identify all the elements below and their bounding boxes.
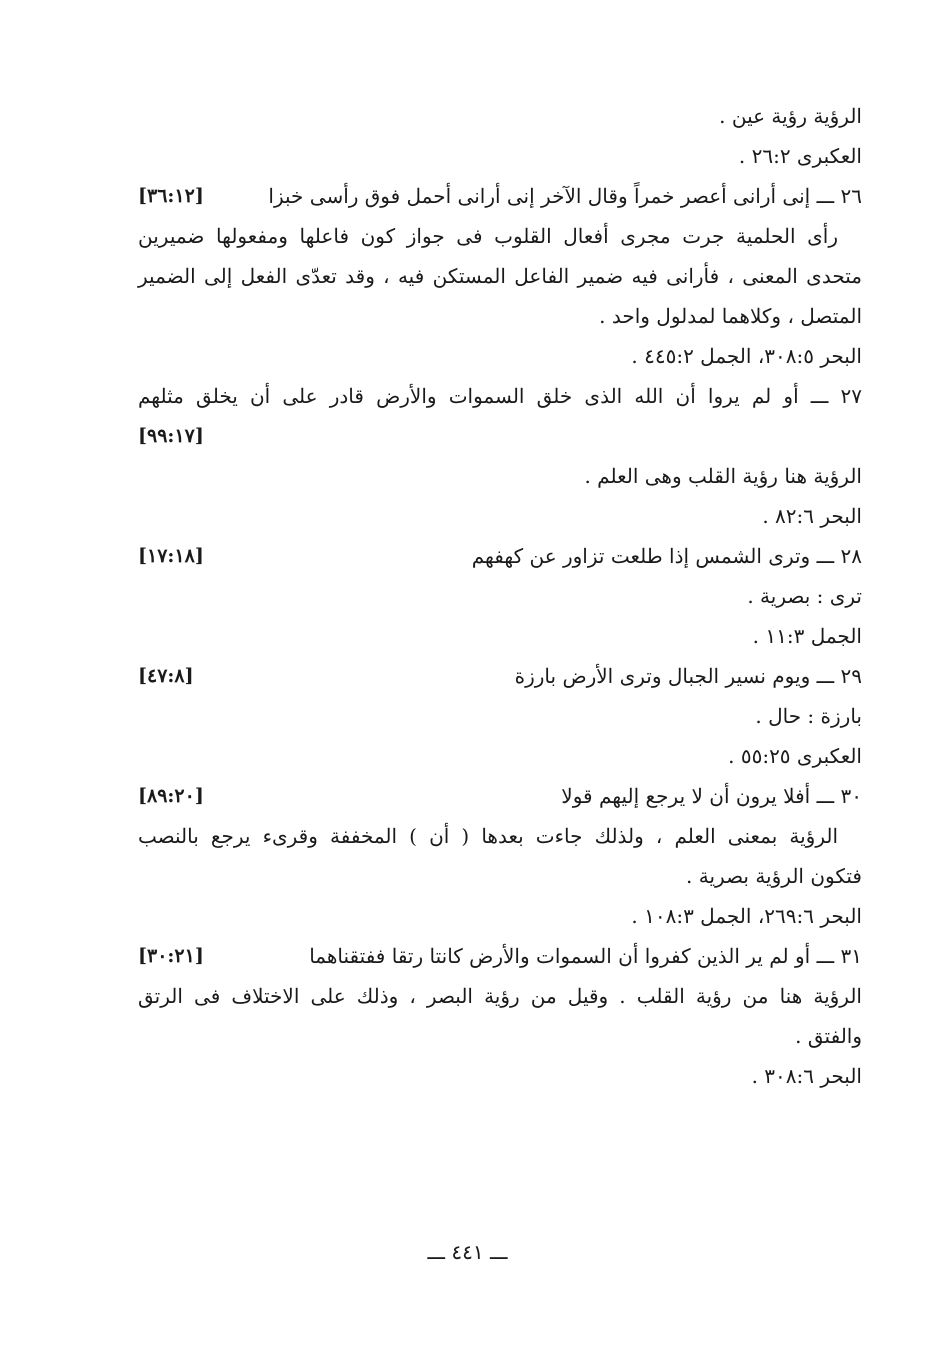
text-line [138,816,862,856]
line-text: ترى : بصرية . [747,584,862,608]
line-text: رأى الحلمية جرت مجرى أفعال القلوب فى جواز كون فاعلها ومفعولها ضميرين [138,224,838,248]
verse-line [138,416,862,456]
verse-reference: [٩٩:١٧] [138,425,204,447]
verse-text: ٢٨ ـــ وترى الشمس إذا طلعت تزاور عن كهفهم [471,544,862,568]
verse-text: ٣٠ ـــ أفلا يرون أن لا يرجع إليهم قولا [561,784,862,808]
line-text: الرؤية هنا رؤية القلب وهى العلم . [584,464,862,488]
line-text: البحر ٢٦٩:٦، الجمل ١٠٨:٣ . [631,904,862,928]
text-line [138,336,862,376]
text-line [138,216,862,256]
line-text: والفتق . [795,1024,862,1048]
line-text: بارزة : حال . [755,704,862,728]
line-text: البحر ٣٠٨:٦ . [751,1064,862,1088]
line-text: البحر ٣٠٨:٥، الجمل ٤٤٥:٢ . [631,344,862,368]
verse-reference: [١٧:١٨] [138,545,204,567]
verse-text: ٢٦ ـــ إنى أرانى أعصر خمراً وقال الآخر إنى أرانى أحمل فوق رأسى خبزا [268,184,862,208]
text-line [138,616,862,656]
text-line [138,736,862,776]
verse-line [138,776,862,816]
line-text: الرؤية رؤية عين . [719,104,862,128]
verse-reference: [٨٩:٢٠] [138,785,204,807]
text-line [138,976,862,1016]
line-text: الرؤية هنا من رؤية القلب . وقيل من رؤية البصر ، وذلك على الاختلاف فى الرتق [138,984,862,1008]
line-text: فتكون الرؤية بصرية . [686,864,862,888]
verse-text: ٢٧ ـــ أو لم يروا أن الله الذى خلق السموات والأرض قادر على أن يخلق مثلهم [138,384,862,408]
line-text: الجمل ١١:٣ . [752,624,862,648]
text-line [138,136,862,176]
line-text: العكبرى ٥٥:٢٥ . [728,744,862,768]
text-line [138,1016,862,1056]
page-body [138,96,862,1096]
verse-reference: [٤٧:٨] [138,665,194,687]
text-line [138,1056,862,1096]
text-line [138,296,862,336]
verse-reference: [٣٦:١٢] [138,185,204,207]
verse-line [138,656,862,696]
verse-line [138,936,862,976]
text-line [138,576,862,616]
text-line [138,96,862,136]
verse-line [138,376,862,416]
page-number: ـــ ٤٤١ ـــ [427,1240,508,1264]
line-text: البحر ٨٢:٦ . [762,504,862,528]
verse-line [138,536,862,576]
text-line [138,496,862,536]
text-line [138,456,862,496]
verse-text: ٢٩ ـــ ويوم نسير الجبال وترى الأرض بارزة [514,664,862,688]
text-line [138,856,862,896]
line-text: الرؤية بمعنى العلم ، ولذلك جاءت بعدها ( أن ) المخففة وقرىء يرجع بالنصب [138,824,838,848]
line-text: المتصل ، وكلاهما لمدلول واحد . [599,304,862,328]
verse-text: ٣١ ـــ أو لم ير الذين كفروا أن السموات والأرض كانتا رتقا ففتقناهما [309,944,862,968]
verse-reference: [٣٠:٢١] [138,945,204,967]
line-text: العكبرى ٢٦:٢ . [738,144,862,168]
line-text: متحدى المعنى ، فأرانى فيه ضمير الفاعل المستكن فيه ، وقد تعدّى الفعل إلى الضمير [138,264,862,288]
text-line [138,696,862,736]
text-line [138,896,862,936]
verse-line [138,176,862,216]
text-line [138,256,862,296]
